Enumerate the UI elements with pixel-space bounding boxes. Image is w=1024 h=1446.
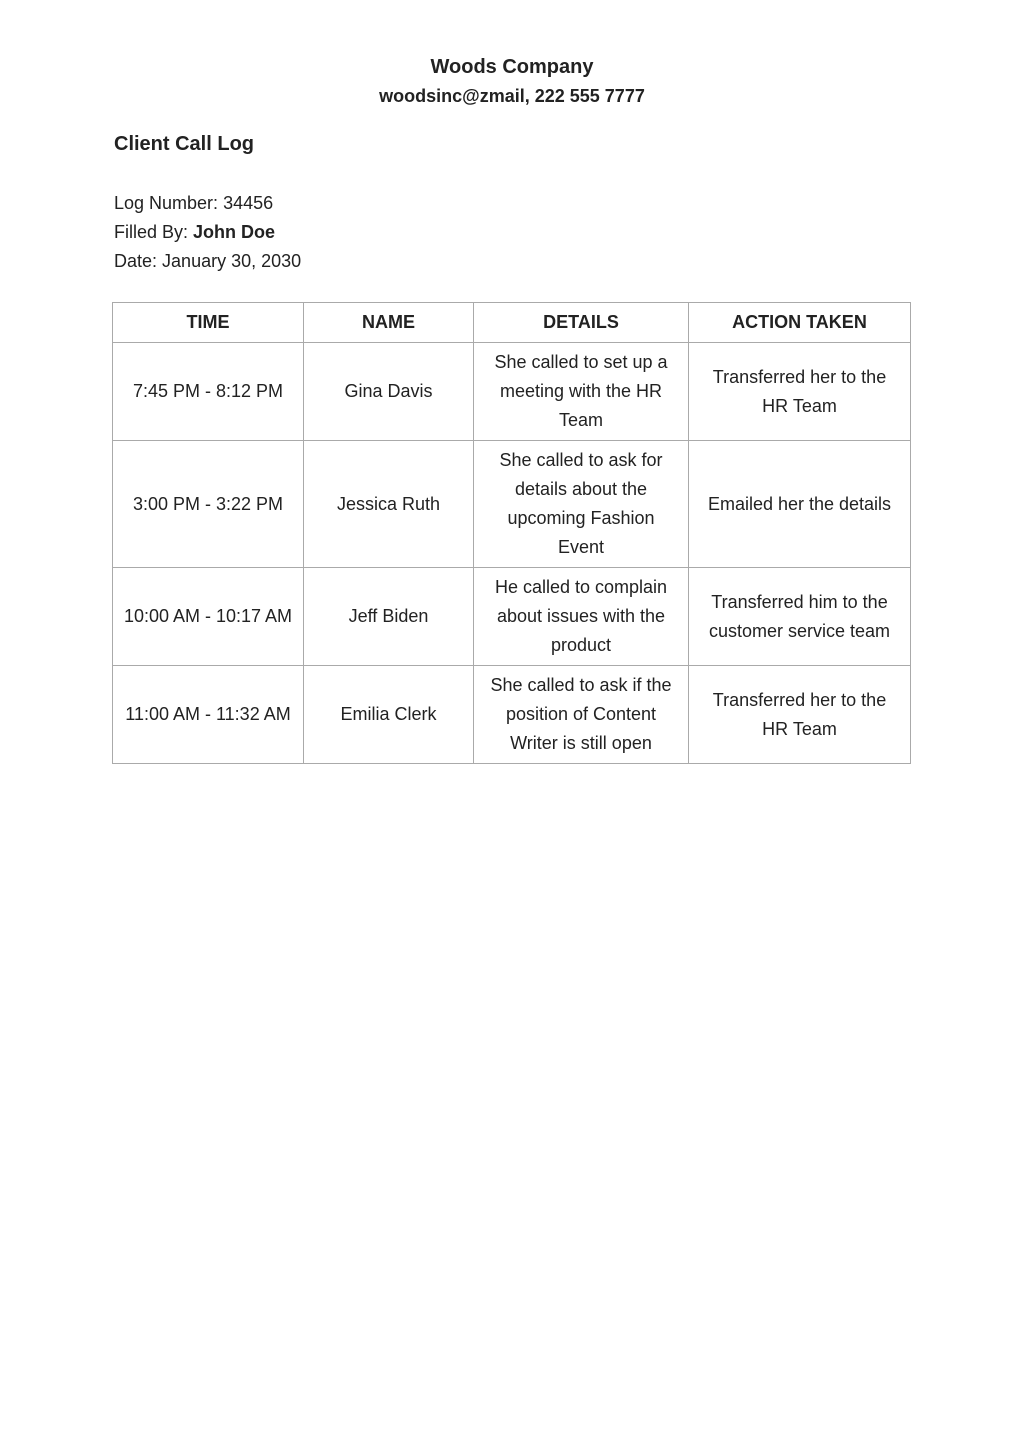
date-value: January 30, 2030 <box>162 251 302 271</box>
table-row <box>113 441 911 568</box>
column-header-name: NAME <box>304 303 474 343</box>
log-number-label: Log Number: <box>114 193 219 213</box>
time-cell: 3:00 PM - 3:22 PM <box>113 441 304 568</box>
table-row <box>113 343 911 441</box>
table-header-row <box>113 303 911 343</box>
time-cell: 10:00 AM - 10:17 AM <box>113 568 304 666</box>
time-cell: 11:00 AM - 11:32 AM <box>113 666 304 764</box>
name-cell: Gina Davis <box>304 343 474 441</box>
filled-by-label: Filled By: <box>114 222 189 242</box>
details-cell: He called to complain about issues with the product <box>474 568 689 666</box>
details-cell: She called to ask for details about the upcoming Fashion Event <box>474 441 689 568</box>
log-date <box>114 248 301 274</box>
name-cell: Jeff Biden <box>304 568 474 666</box>
table-row <box>113 666 911 764</box>
log-number <box>114 190 273 216</box>
column-header-details: DETAILS <box>474 303 689 343</box>
details-cell: She called to ask if the position of Content Writer is still open <box>474 666 689 764</box>
table-row <box>113 568 911 666</box>
name-cell: Jessica Ruth <box>304 441 474 568</box>
action-cell: Transferred her to the HR Team <box>689 666 911 764</box>
document-title: Client Call Log <box>114 133 254 155</box>
call-log-table <box>112 302 911 764</box>
date-label: Date: <box>114 251 158 271</box>
log-number-value: 34456 <box>223 193 274 213</box>
company-contact: woodsinc@zmail, 222 555 7777 <box>379 86 645 106</box>
action-cell: Emailed her the details <box>689 441 911 568</box>
name-cell: Emilia Clerk <box>304 666 474 764</box>
column-header-time: TIME <box>113 303 304 343</box>
column-header-action-taken: ACTION TAKEN <box>689 303 911 343</box>
action-cell: Transferred him to the customer service team <box>689 568 911 666</box>
filled-by <box>114 219 275 245</box>
action-cell: Transferred her to the HR Team <box>689 343 911 441</box>
company-name: Woods Company <box>430 56 594 78</box>
details-cell: She called to set up a meeting with the HR Team <box>474 343 689 441</box>
time-cell: 7:45 PM - 8:12 PM <box>113 343 304 441</box>
filled-by-value: John Doe <box>193 222 276 242</box>
